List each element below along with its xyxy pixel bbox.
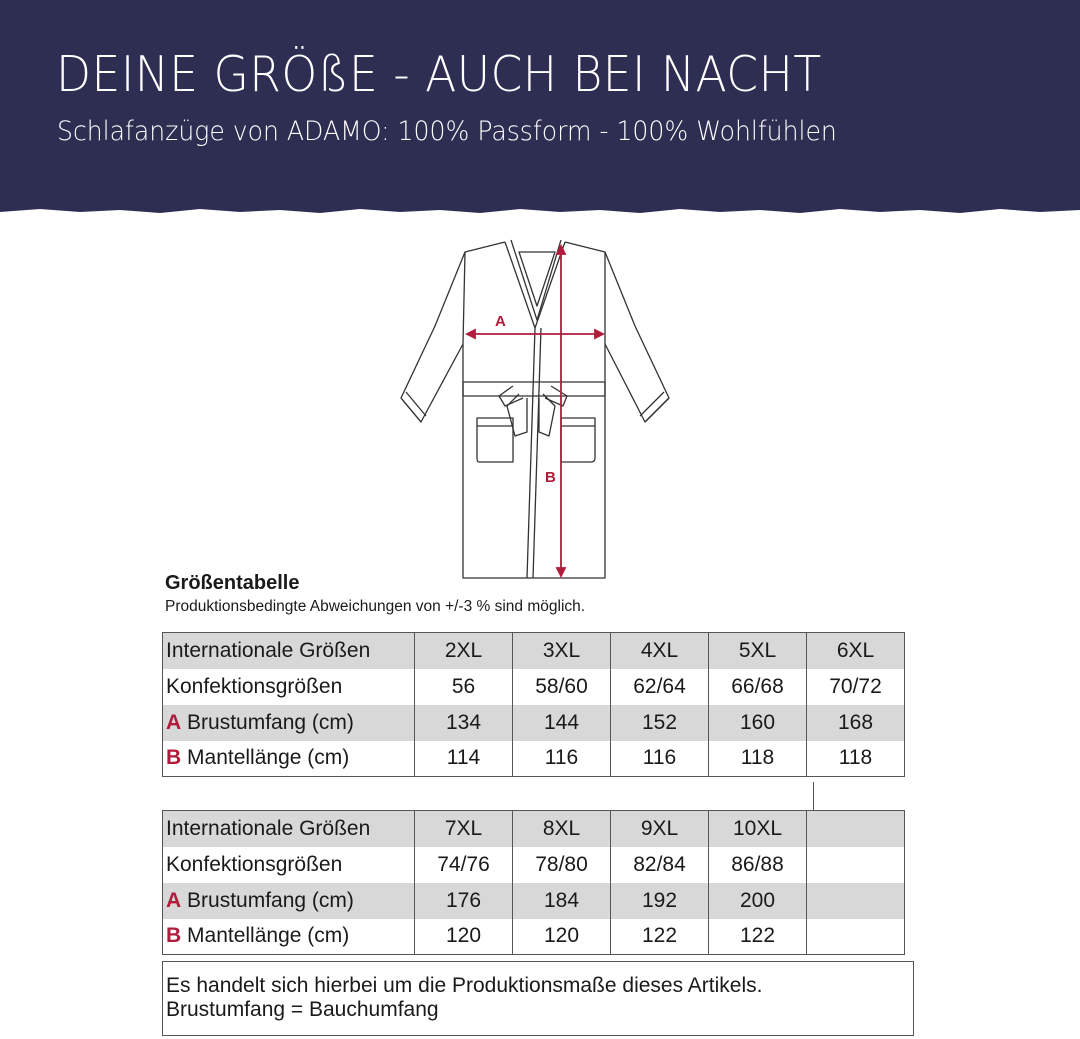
row-label [163,919,415,955]
table-cell: 82/84 [611,847,709,883]
table-cell: 2XL [415,633,513,669]
table-cell: 3XL [513,633,611,669]
table-cell: 176 [415,883,513,919]
table-cell [807,919,905,955]
measure-letter: B [166,924,182,948]
table-row [163,847,905,883]
size-table-2 [162,810,905,955]
table-cell: 5XL [709,633,807,669]
table-cell: 192 [611,883,709,919]
row-label: Konfektionsgrößen [163,847,415,883]
table-cell: 118 [807,741,905,777]
footnote-line: Brustumfang = Bauchumfang [166,998,439,1021]
bathrobe-illustration-icon [395,236,675,584]
table-row [163,633,905,669]
table-cell: 7XL [415,811,513,847]
table-row [163,919,905,955]
row-label-text: Mantellänge (cm) [187,924,350,948]
measure-label-a: A [495,313,506,330]
size-table-1 [162,632,905,777]
footnote-line: Es handelt sich hierbei um die Produktionsmaße dieses Artikels. [166,974,763,997]
table-cell [807,883,905,919]
table-cell: 200 [709,883,807,919]
table-cell: 118 [709,741,807,777]
size-table-note: Produktionsbedingte Abweichungen von +/-3 % sind möglich. [165,598,586,615]
row-label-text: Brustumfang (cm) [187,710,354,734]
table-cell: 120 [415,919,513,955]
header-banner [0,0,1080,222]
table-cell [807,847,905,883]
table-cell: 10XL [709,811,807,847]
table-row [163,669,905,705]
table-cell: 114 [415,741,513,777]
table-cell: 6XL [807,633,905,669]
table-cell [807,811,905,847]
table-row [163,811,905,847]
table-cell: 160 [709,705,807,741]
table-cell: 134 [415,705,513,741]
table-cell: 144 [513,705,611,741]
table-row [163,883,905,919]
measure-letter: A [166,710,182,734]
footnote-box [162,961,914,1036]
table-cell: 9XL [611,811,709,847]
table-cell: 116 [611,741,709,777]
size-table-title: Größentabelle [165,572,300,594]
table-cell: 66/68 [709,669,807,705]
row-label [163,883,415,919]
table-cell: 56 [415,669,513,705]
table-cell: 116 [513,741,611,777]
table-connector-line [813,782,814,810]
page-title: DEINE GRÖßE - AUCH BEI NACHT [56,46,822,103]
table-cell: 120 [513,919,611,955]
table-cell: 8XL [513,811,611,847]
table-cell: 62/64 [611,669,709,705]
row-label: Konfektionsgrößen [163,669,415,705]
table-cell: 122 [709,919,807,955]
table-row [163,741,905,777]
page-subtitle: Schlafanzüge von ADAMO: 100% Passform - 100% Wohlfühlen [57,116,837,147]
table-cell: 86/88 [709,847,807,883]
row-label [163,705,415,741]
table-cell: 74/76 [415,847,513,883]
table-cell: 78/80 [513,847,611,883]
row-label-text: Brustumfang (cm) [187,888,354,912]
table-cell: 152 [611,705,709,741]
table-cell: 4XL [611,633,709,669]
measure-label-b: B [545,469,556,486]
row-label: Internationale Größen [163,633,415,669]
table-cell: 122 [611,919,709,955]
row-label [163,741,415,777]
measure-letter: B [166,746,182,770]
table-row [163,705,905,741]
header-background [0,0,1080,222]
table-cell: 168 [807,705,905,741]
table-cell: 184 [513,883,611,919]
row-label-text: Mantellänge (cm) [187,746,350,770]
table-cell: 58/60 [513,669,611,705]
table-cell: 70/72 [807,669,905,705]
row-label: Internationale Größen [163,811,415,847]
measure-letter: A [166,888,182,912]
